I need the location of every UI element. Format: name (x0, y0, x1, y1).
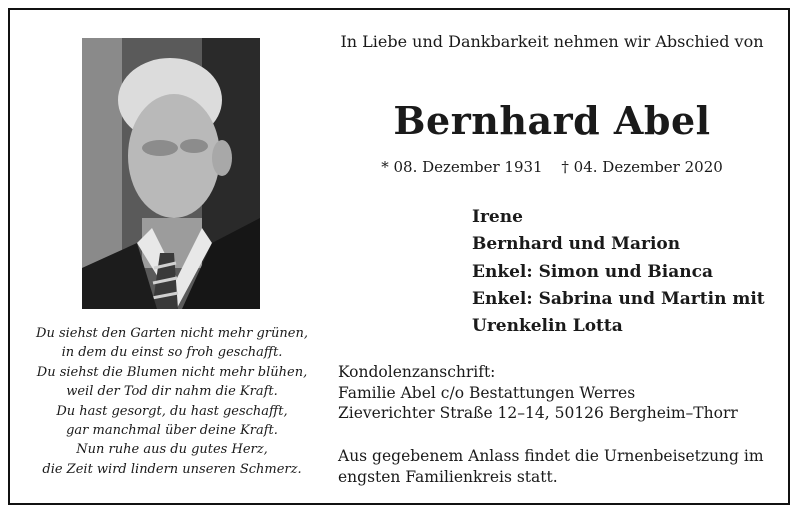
poem-line: in dem du einst so froh geschafft. (61, 345, 283, 361)
poem (32, 324, 312, 479)
address-line: Zieverichter Straße 12–14, 50126 Bergheim–Thorr (338, 404, 738, 422)
poem-line: Du hast gesorgt, du hast geschafft, (56, 403, 288, 419)
burial-notice (338, 446, 788, 487)
family-member: Urenkelin Lotta (472, 316, 623, 337)
obituary-frame (8, 8, 790, 505)
address-label: Kondolenzanschrift: (338, 363, 496, 381)
birth-date: 08. Dezember 1931 (393, 158, 543, 176)
poem-line: Du siehst die Blumen nicht mehr blühen, (36, 364, 308, 380)
condolence-address (338, 362, 738, 424)
deceased-name: Bernhard Abel (393, 98, 711, 143)
address-line: Familie Abel c/o Bestattungen Werres (338, 383, 636, 402)
life-dates (332, 158, 772, 176)
portrait-photo (82, 38, 260, 309)
family-member: Bernhard und Marion (472, 234, 681, 255)
poem-line: Nun ruhe aus du gutes Herz, (76, 442, 268, 458)
birth-symbol: * (381, 158, 389, 176)
poem-line: weil der Tod dir nahm die Kraft. (66, 384, 278, 400)
poem-line: die Zeit wird lindern unseren Schmerz. (42, 461, 302, 477)
death-symbol: † (561, 158, 569, 176)
poem-line: Du siehst den Garten nicht mehr grünen, (36, 326, 308, 341)
family-member: Irene (472, 207, 523, 227)
notice-line: engsten Familienkreis statt. (338, 467, 558, 486)
intro-text: In Liebe und Dankbarkeit nehmen wir Abschied von (340, 32, 764, 51)
death-date: 04. Dezember 2020 (573, 158, 723, 176)
notice-line: Aus gegebenem Anlass findet die Urnenbeisetzung im (338, 447, 764, 465)
poem-line: gar manchmal über deine Kraft. (66, 423, 278, 439)
family-member: Enkel: Simon und Bianca (472, 261, 713, 282)
family-member: Enkel: Sabrina und Martin mit (472, 288, 765, 309)
family-list (472, 204, 765, 340)
